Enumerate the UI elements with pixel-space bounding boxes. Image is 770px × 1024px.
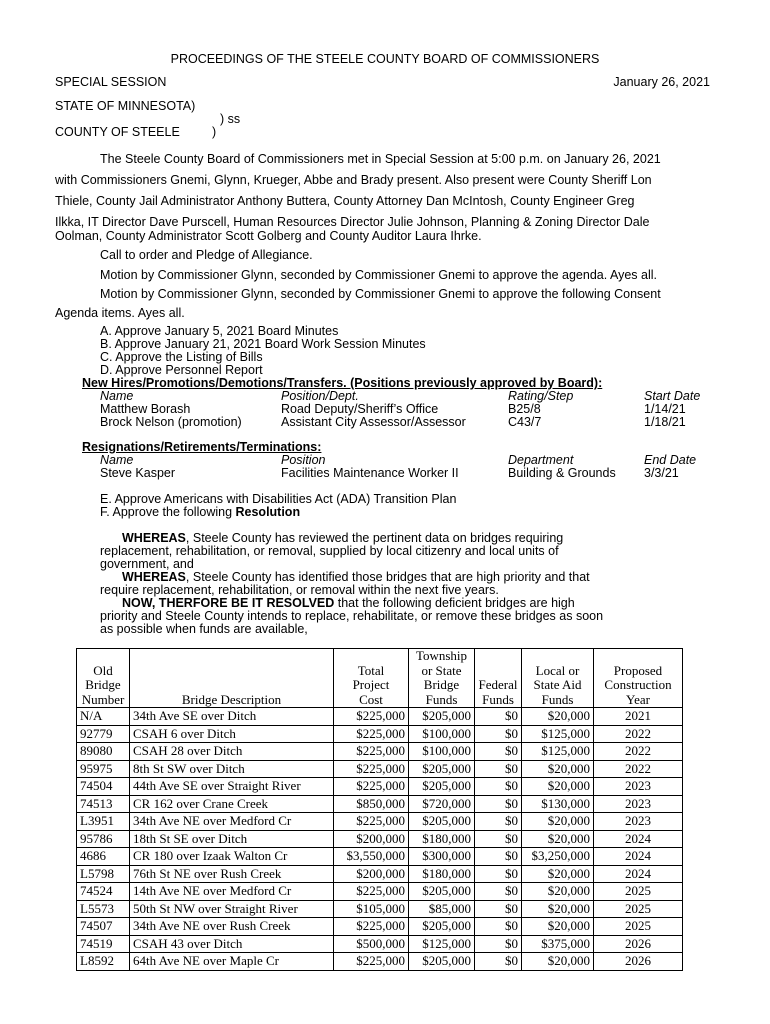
cell-federal-funds: $0 [475, 900, 522, 918]
table-row [77, 830, 683, 848]
whereas-1-line-3: government, and [100, 557, 194, 571]
cell-total-project-cost: $225,000 [334, 813, 409, 831]
consent-item-a: A. Approve January 5, 2021 Board Minutes [100, 324, 339, 338]
cell-township-state-funds: $300,000 [409, 848, 475, 866]
cell-old-bridge-number: L8592 [77, 953, 130, 971]
cell-bridge-description: CSAH 6 over Ditch [130, 725, 334, 743]
col-old-bridge-number [77, 649, 130, 708]
hire-rating: C43/7 [508, 415, 542, 429]
cell-federal-funds: $0 [475, 813, 522, 831]
header-line: Number [81, 691, 125, 707]
cell-construction-year: 2022 [594, 725, 683, 743]
cell-construction-year: 2025 [594, 918, 683, 936]
cell-federal-funds: $0 [475, 865, 522, 883]
bridge-table [76, 648, 683, 971]
cell-total-project-cost: $850,000 [334, 795, 409, 813]
cell-bridge-description: 64th Ave NE over Maple Cr [130, 953, 334, 971]
table-row [77, 743, 683, 761]
cell-bridge-description: CSAH 28 over Ditch [130, 743, 334, 761]
cell-local-state-aid-funds: $20,000 [522, 830, 594, 848]
consent-item-d: D. Approve Personnel Report [100, 363, 263, 377]
cell-township-state-funds: $205,000 [409, 953, 475, 971]
cell-township-state-funds: $100,000 [409, 743, 475, 761]
cell-total-project-cost: $225,000 [334, 953, 409, 971]
cell-township-state-funds: $100,000 [409, 725, 475, 743]
cell-total-project-cost: $225,000 [334, 778, 409, 796]
cell-old-bridge-number: 74504 [77, 778, 130, 796]
motion-consent: Motion by Commissioner Glynn, seconded by Commissioner Gnemi to approve the following Consent [100, 287, 661, 301]
cell-township-state-funds: $205,000 [409, 760, 475, 778]
header-line: Total [357, 662, 385, 678]
cell-old-bridge-number: 74519 [77, 935, 130, 953]
cell-local-state-aid-funds: $20,000 [522, 778, 594, 796]
intro-line-4: Ilkka, IT Director Dave Purscell, Human Resources Director Julie Johnson, Planning & Zoning Director Dale [55, 215, 650, 229]
cell-bridge-description: 76th St NE over Rush Creek [130, 865, 334, 883]
table-row [77, 953, 683, 971]
cell-township-state-funds: $205,000 [409, 883, 475, 901]
header-line: Construction [604, 677, 672, 692]
cell-old-bridge-number: 89080 [77, 743, 130, 761]
cell-township-state-funds: $205,000 [409, 708, 475, 726]
intro-line-2: with Commissioners Gnemi, Glynn, Krueger, Abbe and Brady present. Also present were County Sheriff Lon [55, 173, 652, 187]
cell-federal-funds: $0 [475, 953, 522, 971]
cell-construction-year: 2026 [594, 935, 683, 953]
hire-position: Assistant City Assessor/Assessor [281, 415, 466, 429]
header-line: Bridge [423, 677, 460, 692]
table-row [77, 918, 683, 936]
resign-col-dept: Department [508, 453, 574, 467]
cell-local-state-aid-funds: $3,250,000 [522, 848, 594, 866]
cell-construction-year: 2023 [594, 813, 683, 831]
cell-bridge-description: 8th St SW over Ditch [130, 760, 334, 778]
cell-construction-year: 2026 [594, 953, 683, 971]
consent-item-f [100, 505, 300, 519]
resolved-line-2: priority and Steele County intends to replace, rehabilitate, or remove these bridges as soon [100, 609, 604, 623]
hires-heading: New Hires/Promotions/Demotions/Transfers. (Positions previously approved by Board): [82, 376, 603, 390]
whereas-2-text: , Steele County has identified those bridges that are high priority and that [185, 570, 590, 584]
cell-old-bridge-number: 74524 [77, 883, 130, 901]
cell-old-bridge-number: 74513 [77, 795, 130, 813]
header-line: Bridge [85, 677, 121, 692]
cell-construction-year: 2025 [594, 900, 683, 918]
table-row [77, 725, 683, 743]
cell-construction-year: 2024 [594, 830, 683, 848]
cell-federal-funds: $0 [475, 708, 522, 726]
cell-bridge-description: 34th Ave NE over Rush Creek [130, 918, 334, 936]
header-line: Project [352, 677, 390, 692]
header-line: Federal [478, 677, 518, 692]
header-line: Funds [425, 691, 458, 707]
table-row [77, 708, 683, 726]
cell-federal-funds: $0 [475, 725, 522, 743]
cell-construction-year: 2024 [594, 848, 683, 866]
intro-line-3: Thiele, County Jail Administrator Anthony Buttera, County Attorney Dan McIntosh, County Engineer Greg [55, 194, 635, 208]
whereas-1-line-2: replacement, rehabilitation, or removal, supplied by local citizenry and local units of [100, 544, 559, 558]
cell-construction-year: 2025 [594, 883, 683, 901]
col-proposed-construction-year [594, 649, 683, 708]
cell-township-state-funds: $125,000 [409, 935, 475, 953]
cell-local-state-aid-funds: $20,000 [522, 708, 594, 726]
cell-federal-funds: $0 [475, 848, 522, 866]
consent-item-c: C. Approve the Listing of Bills [100, 350, 263, 364]
whereas-2-keyword: WHEREAS [122, 570, 186, 584]
resolved-keyword: NOW, THERFORE BE IT RESOLVED [122, 596, 335, 610]
resign-position: Facilities Maintenance Worker II [281, 466, 459, 480]
header-line: Proposed [613, 662, 663, 678]
cell-federal-funds: $0 [475, 935, 522, 953]
resign-col-name: Name [100, 453, 134, 467]
cell-old-bridge-number: 4686 [77, 848, 130, 866]
cell-bridge-description: 50th St NW over Straight River [130, 900, 334, 918]
header-line: Cost [359, 691, 383, 707]
cell-local-state-aid-funds: $20,000 [522, 760, 594, 778]
header-line: Bridge Description [181, 691, 282, 707]
state-label: STATE OF MINNESOTA) [55, 99, 196, 113]
cell-total-project-cost: $225,000 [334, 883, 409, 901]
cell-federal-funds: $0 [475, 830, 522, 848]
cell-local-state-aid-funds: $375,000 [522, 935, 594, 953]
resolved-line-3: as possible when funds are available, [100, 622, 308, 636]
whereas-2-line-2: require replacement, rehabilitation, or removal within the next five years. [100, 583, 499, 597]
cell-local-state-aid-funds: $20,000 [522, 918, 594, 936]
whereas-2 [122, 570, 590, 584]
col-federal-funds [475, 649, 522, 708]
bridge-table-header [77, 649, 683, 708]
cell-local-state-aid-funds: $20,000 [522, 900, 594, 918]
cell-federal-funds: $0 [475, 760, 522, 778]
cell-total-project-cost: $225,000 [334, 760, 409, 778]
resign-col-end: End Date [644, 453, 697, 467]
header-line: Township [415, 648, 468, 663]
motion-consent-cont: Agenda items. Ayes all. [55, 306, 185, 320]
cell-bridge-description: CR 180 over Izaak Walton Cr [130, 848, 334, 866]
consent-item-b: B. Approve January 21, 2021 Board Work Session Minutes [100, 337, 426, 351]
cell-total-project-cost: $105,000 [334, 900, 409, 918]
table-row [77, 813, 683, 831]
hires-col-name: Name [100, 389, 134, 403]
whereas-1-text: , Steele County has reviewed the pertinent data on bridges requiring [185, 531, 564, 545]
header-line: or State [421, 662, 462, 678]
col-bridge-description [130, 649, 334, 708]
intro-line-1: The Steele County Board of Commissioners met in Special Session at 5:00 p.m. on January 26, 2021 [100, 152, 661, 166]
table-row [77, 848, 683, 866]
cell-federal-funds: $0 [475, 918, 522, 936]
table-row [77, 760, 683, 778]
cell-construction-year: 2023 [594, 795, 683, 813]
table-row [77, 900, 683, 918]
hire-position: Road Deputy/Sheriff’s Office [281, 402, 439, 416]
cell-township-state-funds: $205,000 [409, 813, 475, 831]
cell-federal-funds: $0 [475, 795, 522, 813]
cell-old-bridge-number: 74507 [77, 918, 130, 936]
hire-rating: B25/8 [508, 402, 541, 416]
cell-total-project-cost: $200,000 [334, 865, 409, 883]
resolved [122, 596, 575, 610]
cell-construction-year: 2021 [594, 708, 683, 726]
cell-local-state-aid-funds: $125,000 [522, 743, 594, 761]
header-line: Year [626, 691, 650, 707]
resign-col-position: Position [281, 453, 326, 467]
hires-col-start: Start Date [644, 389, 701, 403]
cell-construction-year: 2022 [594, 760, 683, 778]
cell-local-state-aid-funds: $20,000 [522, 813, 594, 831]
table-row [77, 795, 683, 813]
cell-total-project-cost: $225,000 [334, 708, 409, 726]
resign-dept: Building & Grounds [508, 466, 616, 480]
consent-item-e: E. Approve Americans with Disabilities Act (ADA) Transition Plan [100, 492, 457, 506]
cell-local-state-aid-funds: $20,000 [522, 953, 594, 971]
cell-township-state-funds: $180,000 [409, 830, 475, 848]
cell-bridge-description: 18th St SE over Ditch [130, 830, 334, 848]
cell-old-bridge-number: N/A [77, 708, 130, 726]
cell-old-bridge-number: 92779 [77, 725, 130, 743]
col-township-state-funds [409, 649, 475, 708]
hires-col-rating: Rating/Step [508, 389, 574, 403]
cell-total-project-cost: $225,000 [334, 918, 409, 936]
cell-bridge-description: CR 162 over Crane Creek [130, 795, 334, 813]
whereas-1-keyword: WHEREAS [122, 531, 186, 545]
hire-name: Matthew Borash [100, 402, 191, 416]
table-row [77, 778, 683, 796]
county-paren: ) [212, 125, 217, 139]
cell-old-bridge-number: 95975 [77, 760, 130, 778]
header-line: State Aid [533, 677, 582, 692]
cell-total-project-cost: $225,000 [334, 743, 409, 761]
ss-label: ) ss [220, 112, 241, 126]
header-line: Funds [482, 691, 514, 707]
session-date: January 26, 2021 [613, 75, 710, 89]
resign-name: Steve Kasper [100, 466, 176, 480]
cell-construction-year: 2022 [594, 743, 683, 761]
col-local-state-aid-funds [522, 649, 594, 708]
cell-local-state-aid-funds: $20,000 [522, 883, 594, 901]
table-row [77, 935, 683, 953]
intro-line-5: Oolman, County Administrator Scott Golberg and County Auditor Laura Ihrke. [55, 229, 482, 243]
hire-name: Brock Nelson (promotion) [100, 415, 242, 429]
consent-item-f-text: F. Approve the following [100, 505, 236, 519]
cell-local-state-aid-funds: $20,000 [522, 865, 594, 883]
county-label: COUNTY OF STEELE [55, 125, 180, 139]
cell-bridge-description: 14th Ave NE over Medford Cr [130, 883, 334, 901]
cell-bridge-description: 34th Ave NE over Medford Cr [130, 813, 334, 831]
hire-date: 1/18/21 [644, 415, 686, 429]
table-row [77, 883, 683, 901]
resolved-text: that the following deficient bridges are high [334, 596, 575, 610]
cell-federal-funds: $0 [475, 778, 522, 796]
session-label: SPECIAL SESSION [55, 75, 167, 89]
hires-col-position: Position/Dept. [281, 389, 359, 403]
cell-township-state-funds: $85,000 [409, 900, 475, 918]
header-line: Local or [535, 662, 580, 678]
cell-federal-funds: $0 [475, 743, 522, 761]
cell-bridge-description: 44th Ave SE over Straight River [130, 778, 334, 796]
cell-bridge-description: CSAH 43 over Ditch [130, 935, 334, 953]
col-total-project-cost [334, 649, 409, 708]
hire-date: 1/14/21 [644, 402, 686, 416]
cell-local-state-aid-funds: $130,000 [522, 795, 594, 813]
whereas-1 [122, 531, 563, 545]
cell-township-state-funds: $205,000 [409, 918, 475, 936]
cell-federal-funds: $0 [475, 883, 522, 901]
cell-local-state-aid-funds: $125,000 [522, 725, 594, 743]
header-line: Funds [541, 691, 574, 707]
cell-township-state-funds: $720,000 [409, 795, 475, 813]
cell-total-project-cost: $3,550,000 [334, 848, 409, 866]
cell-construction-year: 2023 [594, 778, 683, 796]
motion-agenda: Motion by Commissioner Glynn, seconded by Commissioner Gnemi to approve the agenda. Ayes all. [100, 268, 657, 282]
cell-old-bridge-number: L5798 [77, 865, 130, 883]
call-to-order: Call to order and Pledge of Allegiance. [100, 248, 313, 262]
cell-construction-year: 2024 [594, 865, 683, 883]
table-row [77, 865, 683, 883]
consent-item-f-bold: Resolution [235, 505, 301, 519]
cell-total-project-cost: $500,000 [334, 935, 409, 953]
header-line: Old [93, 662, 113, 678]
document-title: PROCEEDINGS OF THE STEELE COUNTY BOARD OF COMMISSIONERS [170, 52, 600, 66]
cell-total-project-cost: $200,000 [334, 830, 409, 848]
cell-township-state-funds: $180,000 [409, 865, 475, 883]
cell-old-bridge-number: 95786 [77, 830, 130, 848]
cell-bridge-description: 34th Ave SE over Ditch [130, 708, 334, 726]
cell-township-state-funds: $205,000 [409, 778, 475, 796]
cell-old-bridge-number: L5573 [77, 900, 130, 918]
cell-old-bridge-number: L3951 [77, 813, 130, 831]
resign-date: 3/3/21 [644, 466, 679, 480]
cell-total-project-cost: $225,000 [334, 725, 409, 743]
resignations-heading: Resignations/Retirements/Terminations: [82, 440, 322, 454]
